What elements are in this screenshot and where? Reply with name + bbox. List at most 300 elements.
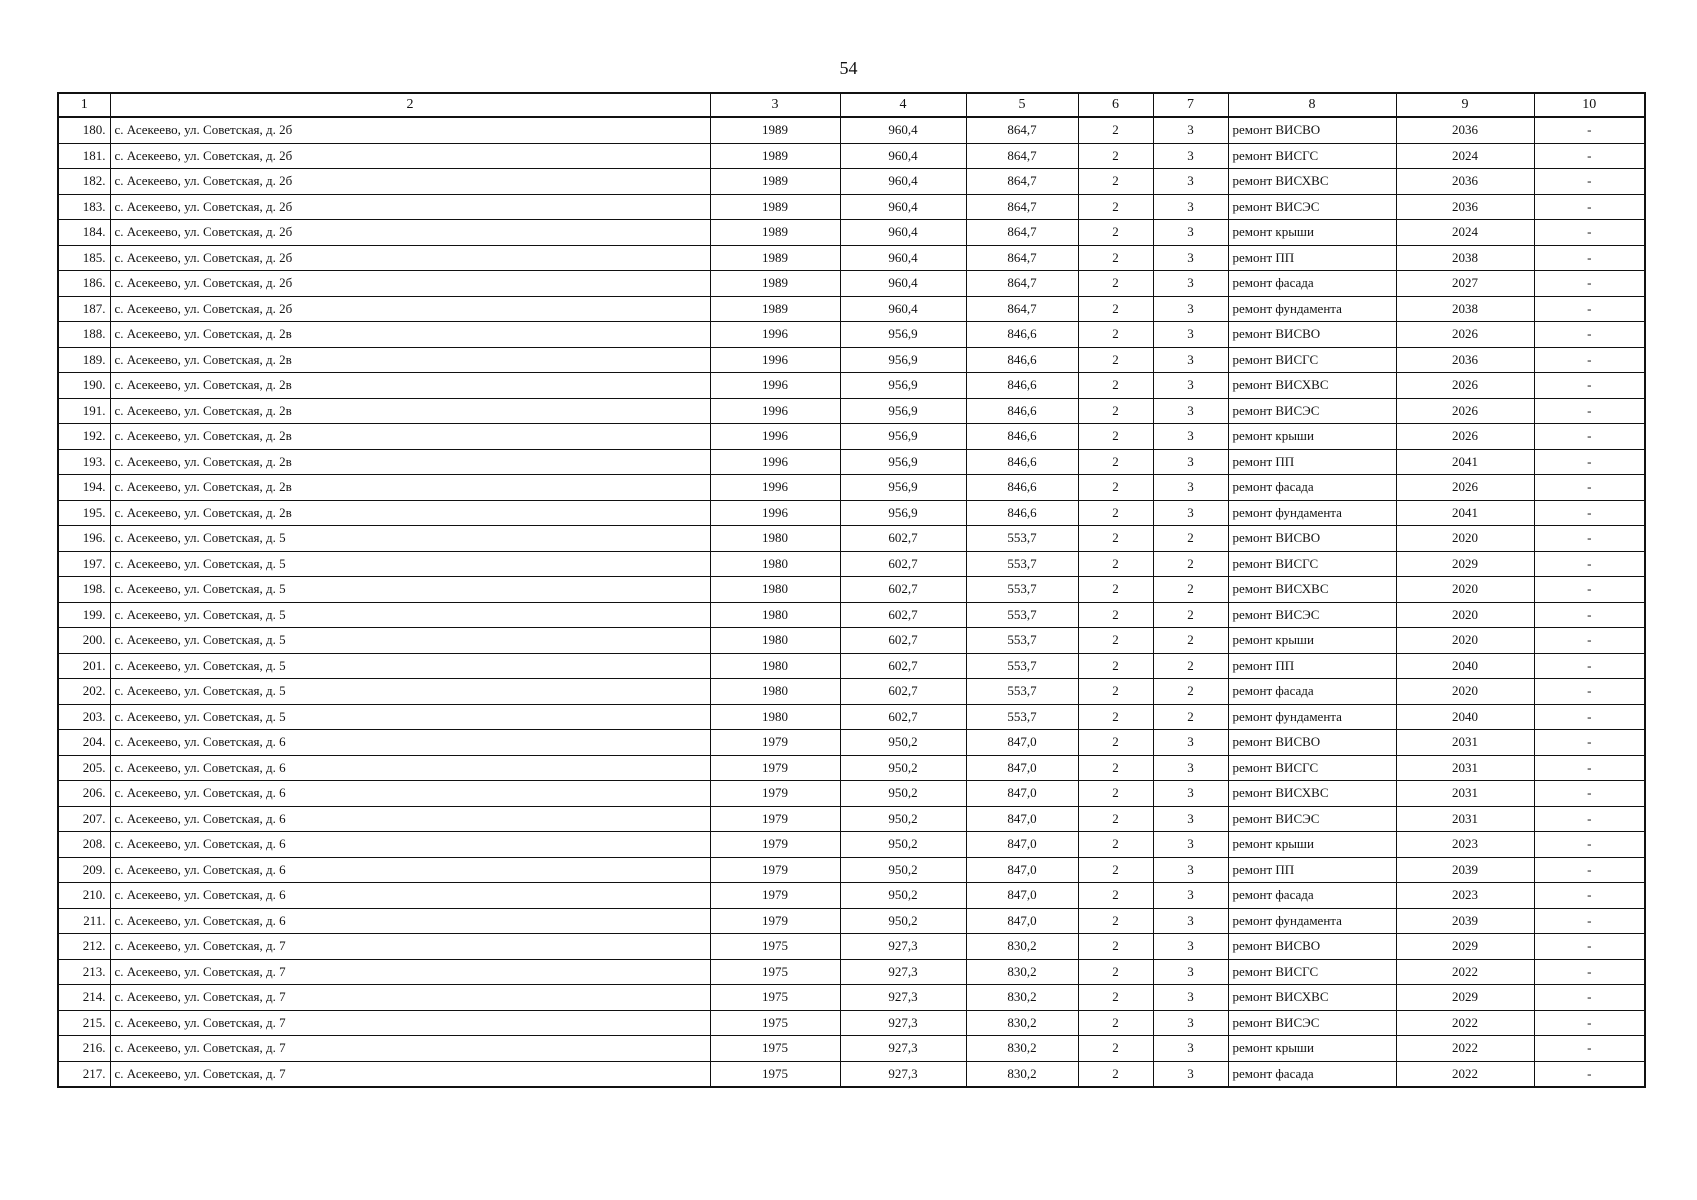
cell-build-year: 1996 bbox=[710, 398, 840, 424]
cell-total-area: 602,7 bbox=[840, 526, 966, 552]
cell-cost: - bbox=[1534, 117, 1645, 143]
cell-address: с. Асекеево, ул. Советская, д. 2б bbox=[110, 117, 710, 143]
cell-work-type: ремонт фасада bbox=[1228, 475, 1396, 501]
cell-row-number: 192. bbox=[58, 424, 110, 450]
cell-work-type: ремонт фасада bbox=[1228, 883, 1396, 909]
cell-cost: - bbox=[1534, 934, 1645, 960]
cell-planned-year: 2029 bbox=[1396, 551, 1534, 577]
cell-planned-year: 2038 bbox=[1396, 245, 1534, 271]
cell-planned-year: 2020 bbox=[1396, 602, 1534, 628]
cell-floors: 3 bbox=[1153, 959, 1228, 985]
cell-living-area: 846,6 bbox=[966, 322, 1078, 348]
cell-build-year: 1975 bbox=[710, 985, 840, 1011]
cell-floors: 3 bbox=[1153, 449, 1228, 475]
column-header: 1 bbox=[58, 93, 110, 117]
cell-floors: 2 bbox=[1153, 679, 1228, 705]
cell-floors: 3 bbox=[1153, 373, 1228, 399]
cell-floors: 3 bbox=[1153, 730, 1228, 756]
table-row bbox=[58, 1061, 1645, 1087]
cell-row-number: 210. bbox=[58, 883, 110, 909]
cell-address: с. Асекеево, ул. Советская, д. 7 bbox=[110, 1036, 710, 1062]
cell-entrances: 2 bbox=[1078, 883, 1153, 909]
cell-entrances: 2 bbox=[1078, 398, 1153, 424]
cell-total-area: 950,2 bbox=[840, 857, 966, 883]
cell-cost: - bbox=[1534, 883, 1645, 909]
cell-planned-year: 2041 bbox=[1396, 500, 1534, 526]
cell-floors: 2 bbox=[1153, 577, 1228, 603]
cell-planned-year: 2039 bbox=[1396, 908, 1534, 934]
table-row bbox=[58, 194, 1645, 220]
cell-address: с. Асекеево, ул. Советская, д. 6 bbox=[110, 730, 710, 756]
cell-cost: - bbox=[1534, 679, 1645, 705]
cell-floors: 2 bbox=[1153, 653, 1228, 679]
cell-cost: - bbox=[1534, 526, 1645, 552]
cell-cost: - bbox=[1534, 398, 1645, 424]
cell-work-type: ремонт ВИСГС bbox=[1228, 347, 1396, 373]
cell-build-year: 1980 bbox=[710, 526, 840, 552]
cell-floors: 3 bbox=[1153, 194, 1228, 220]
cell-row-number: 189. bbox=[58, 347, 110, 373]
cell-cost: - bbox=[1534, 628, 1645, 654]
cell-address: с. Асекеево, ул. Советская, д. 2в bbox=[110, 500, 710, 526]
cell-work-type: ремонт фундамента bbox=[1228, 296, 1396, 322]
cell-floors: 3 bbox=[1153, 169, 1228, 195]
cell-planned-year: 2027 bbox=[1396, 271, 1534, 297]
cell-entrances: 2 bbox=[1078, 755, 1153, 781]
cell-build-year: 1980 bbox=[710, 628, 840, 654]
cell-floors: 3 bbox=[1153, 883, 1228, 909]
cell-build-year: 1975 bbox=[710, 959, 840, 985]
cell-build-year: 1989 bbox=[710, 194, 840, 220]
cell-entrances: 2 bbox=[1078, 781, 1153, 807]
cell-work-type: ремонт ВИСВО bbox=[1228, 117, 1396, 143]
cell-address: с. Асекеево, ул. Советская, д. 7 bbox=[110, 985, 710, 1011]
cell-row-number: 204. bbox=[58, 730, 110, 756]
cell-cost: - bbox=[1534, 832, 1645, 858]
cell-row-number: 208. bbox=[58, 832, 110, 858]
cell-planned-year: 2023 bbox=[1396, 832, 1534, 858]
cell-build-year: 1996 bbox=[710, 347, 840, 373]
cell-build-year: 1980 bbox=[710, 602, 840, 628]
cell-total-area: 927,3 bbox=[840, 934, 966, 960]
cell-row-number: 194. bbox=[58, 475, 110, 501]
cell-build-year: 1989 bbox=[710, 271, 840, 297]
table-row bbox=[58, 296, 1645, 322]
cell-total-area: 950,2 bbox=[840, 806, 966, 832]
cell-address: с. Асекеево, ул. Советская, д. 2б bbox=[110, 220, 710, 246]
cell-work-type: ремонт ПП bbox=[1228, 653, 1396, 679]
cell-floors: 3 bbox=[1153, 1061, 1228, 1087]
table-row bbox=[58, 781, 1645, 807]
cell-cost: - bbox=[1534, 857, 1645, 883]
cell-planned-year: 2041 bbox=[1396, 449, 1534, 475]
table-row bbox=[58, 806, 1645, 832]
cell-planned-year: 2039 bbox=[1396, 857, 1534, 883]
cell-total-area: 950,2 bbox=[840, 883, 966, 909]
cell-cost: - bbox=[1534, 220, 1645, 246]
cell-living-area: 553,7 bbox=[966, 653, 1078, 679]
cell-living-area: 864,7 bbox=[966, 296, 1078, 322]
table-header-row bbox=[58, 93, 1645, 117]
table-row bbox=[58, 730, 1645, 756]
cell-total-area: 927,3 bbox=[840, 1061, 966, 1087]
cell-work-type: ремонт ВИСВО bbox=[1228, 934, 1396, 960]
table-row bbox=[58, 449, 1645, 475]
cell-row-number: 182. bbox=[58, 169, 110, 195]
cell-living-area: 846,6 bbox=[966, 373, 1078, 399]
cell-address: с. Асекеево, ул. Советская, д. 6 bbox=[110, 781, 710, 807]
cell-row-number: 206. bbox=[58, 781, 110, 807]
cell-row-number: 188. bbox=[58, 322, 110, 348]
cell-total-area: 602,7 bbox=[840, 577, 966, 603]
cell-planned-year: 2036 bbox=[1396, 347, 1534, 373]
cell-entrances: 2 bbox=[1078, 653, 1153, 679]
cell-entrances: 2 bbox=[1078, 959, 1153, 985]
cell-build-year: 1979 bbox=[710, 781, 840, 807]
cell-living-area: 847,0 bbox=[966, 755, 1078, 781]
table-row bbox=[58, 857, 1645, 883]
cell-row-number: 185. bbox=[58, 245, 110, 271]
cell-living-area: 553,7 bbox=[966, 628, 1078, 654]
cell-row-number: 190. bbox=[58, 373, 110, 399]
cell-planned-year: 2036 bbox=[1396, 169, 1534, 195]
cell-row-number: 215. bbox=[58, 1010, 110, 1036]
cell-cost: - bbox=[1534, 781, 1645, 807]
column-header: 9 bbox=[1396, 93, 1534, 117]
cell-total-area: 950,2 bbox=[840, 755, 966, 781]
column-header: 7 bbox=[1153, 93, 1228, 117]
cell-planned-year: 2026 bbox=[1396, 373, 1534, 399]
cell-build-year: 1980 bbox=[710, 577, 840, 603]
cell-entrances: 2 bbox=[1078, 245, 1153, 271]
cell-address: с. Асекеево, ул. Советская, д. 7 bbox=[110, 959, 710, 985]
cell-total-area: 602,7 bbox=[840, 704, 966, 730]
cell-planned-year: 2031 bbox=[1396, 730, 1534, 756]
cell-entrances: 2 bbox=[1078, 857, 1153, 883]
table-row bbox=[58, 1036, 1645, 1062]
table-row bbox=[58, 959, 1645, 985]
cell-build-year: 1979 bbox=[710, 730, 840, 756]
cell-total-area: 927,3 bbox=[840, 959, 966, 985]
cell-cost: - bbox=[1534, 704, 1645, 730]
cell-build-year: 1980 bbox=[710, 551, 840, 577]
cell-floors: 3 bbox=[1153, 117, 1228, 143]
cell-living-area: 847,0 bbox=[966, 857, 1078, 883]
cell-floors: 3 bbox=[1153, 296, 1228, 322]
cell-row-number: 184. bbox=[58, 220, 110, 246]
cell-floors: 3 bbox=[1153, 832, 1228, 858]
table-row bbox=[58, 628, 1645, 654]
cell-total-area: 960,4 bbox=[840, 220, 966, 246]
cell-planned-year: 2020 bbox=[1396, 577, 1534, 603]
table-row bbox=[58, 934, 1645, 960]
cell-work-type: ремонт ВИСГС bbox=[1228, 551, 1396, 577]
cell-build-year: 1996 bbox=[710, 449, 840, 475]
cell-work-type: ремонт ПП bbox=[1228, 857, 1396, 883]
column-header: 10 bbox=[1534, 93, 1645, 117]
cell-build-year: 1979 bbox=[710, 755, 840, 781]
cell-entrances: 2 bbox=[1078, 220, 1153, 246]
cell-planned-year: 2031 bbox=[1396, 806, 1534, 832]
cell-work-type: ремонт ПП bbox=[1228, 245, 1396, 271]
cell-living-area: 864,7 bbox=[966, 245, 1078, 271]
cell-cost: - bbox=[1534, 1010, 1645, 1036]
cell-planned-year: 2040 bbox=[1396, 704, 1534, 730]
cell-work-type: ремонт крыши bbox=[1228, 832, 1396, 858]
cell-total-area: 956,9 bbox=[840, 398, 966, 424]
cell-row-number: 200. bbox=[58, 628, 110, 654]
cell-row-number: 211. bbox=[58, 908, 110, 934]
table-row bbox=[58, 169, 1645, 195]
cell-address: с. Асекеево, ул. Советская, д. 7 bbox=[110, 1010, 710, 1036]
cell-total-area: 960,4 bbox=[840, 117, 966, 143]
cell-address: с. Асекеево, ул. Советская, д. 6 bbox=[110, 857, 710, 883]
cell-floors: 2 bbox=[1153, 602, 1228, 628]
cell-work-type: ремонт ВИСВО bbox=[1228, 526, 1396, 552]
cell-build-year: 1980 bbox=[710, 704, 840, 730]
cell-build-year: 1979 bbox=[710, 857, 840, 883]
cell-address: с. Асекеево, ул. Советская, д. 6 bbox=[110, 908, 710, 934]
table-row bbox=[58, 117, 1645, 143]
cell-cost: - bbox=[1534, 577, 1645, 603]
table-row bbox=[58, 755, 1645, 781]
cell-planned-year: 2026 bbox=[1396, 475, 1534, 501]
cell-floors: 3 bbox=[1153, 1010, 1228, 1036]
cell-address: с. Асекеево, ул. Советская, д. 2в bbox=[110, 398, 710, 424]
cell-entrances: 2 bbox=[1078, 832, 1153, 858]
cell-cost: - bbox=[1534, 959, 1645, 985]
cell-entrances: 2 bbox=[1078, 526, 1153, 552]
cell-row-number: 180. bbox=[58, 117, 110, 143]
cell-floors: 3 bbox=[1153, 475, 1228, 501]
cell-total-area: 602,7 bbox=[840, 679, 966, 705]
cell-entrances: 2 bbox=[1078, 169, 1153, 195]
table-row bbox=[58, 908, 1645, 934]
cell-living-area: 830,2 bbox=[966, 1061, 1078, 1087]
cell-build-year: 1979 bbox=[710, 832, 840, 858]
table-row bbox=[58, 985, 1645, 1011]
cell-address: с. Асекеево, ул. Советская, д. 5 bbox=[110, 602, 710, 628]
cell-total-area: 956,9 bbox=[840, 449, 966, 475]
cell-address: с. Асекеево, ул. Советская, д. 5 bbox=[110, 526, 710, 552]
cell-build-year: 1989 bbox=[710, 296, 840, 322]
cell-floors: 3 bbox=[1153, 322, 1228, 348]
cell-floors: 2 bbox=[1153, 526, 1228, 552]
cell-entrances: 2 bbox=[1078, 1010, 1153, 1036]
cell-planned-year: 2020 bbox=[1396, 628, 1534, 654]
cell-build-year: 1996 bbox=[710, 373, 840, 399]
cell-row-number: 196. bbox=[58, 526, 110, 552]
cell-row-number: 197. bbox=[58, 551, 110, 577]
cell-row-number: 199. bbox=[58, 602, 110, 628]
table-row bbox=[58, 373, 1645, 399]
cell-floors: 2 bbox=[1153, 704, 1228, 730]
cell-cost: - bbox=[1534, 985, 1645, 1011]
cell-total-area: 956,9 bbox=[840, 347, 966, 373]
cell-floors: 3 bbox=[1153, 806, 1228, 832]
cell-row-number: 203. bbox=[58, 704, 110, 730]
cell-living-area: 830,2 bbox=[966, 985, 1078, 1011]
cell-planned-year: 2029 bbox=[1396, 934, 1534, 960]
cell-planned-year: 2020 bbox=[1396, 679, 1534, 705]
column-header: 6 bbox=[1078, 93, 1153, 117]
cell-total-area: 956,9 bbox=[840, 500, 966, 526]
cell-entrances: 2 bbox=[1078, 117, 1153, 143]
cell-total-area: 956,9 bbox=[840, 373, 966, 399]
cell-row-number: 201. bbox=[58, 653, 110, 679]
cell-row-number: 214. bbox=[58, 985, 110, 1011]
cell-address: с. Асекеево, ул. Советская, д. 2в bbox=[110, 373, 710, 399]
cell-planned-year: 2038 bbox=[1396, 296, 1534, 322]
cell-work-type: ремонт ВИСЭС bbox=[1228, 1010, 1396, 1036]
cell-work-type: ремонт крыши bbox=[1228, 220, 1396, 246]
cell-cost: - bbox=[1534, 551, 1645, 577]
table-row bbox=[58, 424, 1645, 450]
cell-living-area: 864,7 bbox=[966, 117, 1078, 143]
cell-work-type: ремонт ВИСЭС bbox=[1228, 602, 1396, 628]
table-row bbox=[58, 832, 1645, 858]
cell-entrances: 2 bbox=[1078, 551, 1153, 577]
cell-living-area: 847,0 bbox=[966, 806, 1078, 832]
cell-floors: 3 bbox=[1153, 245, 1228, 271]
cell-cost: - bbox=[1534, 245, 1645, 271]
repair-schedule-table bbox=[57, 92, 1646, 1088]
cell-total-area: 960,4 bbox=[840, 143, 966, 169]
cell-floors: 3 bbox=[1153, 347, 1228, 373]
cell-row-number: 209. bbox=[58, 857, 110, 883]
cell-planned-year: 2026 bbox=[1396, 398, 1534, 424]
cell-living-area: 553,7 bbox=[966, 526, 1078, 552]
cell-address: с. Асекеево, ул. Советская, д. 2в bbox=[110, 347, 710, 373]
table-row bbox=[58, 500, 1645, 526]
cell-total-area: 960,4 bbox=[840, 296, 966, 322]
cell-work-type: ремонт ВИСХВС bbox=[1228, 373, 1396, 399]
cell-cost: - bbox=[1534, 653, 1645, 679]
cell-address: с. Асекеево, ул. Советская, д. 2б bbox=[110, 194, 710, 220]
cell-row-number: 205. bbox=[58, 755, 110, 781]
cell-living-area: 830,2 bbox=[966, 1036, 1078, 1062]
cell-build-year: 1979 bbox=[710, 806, 840, 832]
cell-entrances: 2 bbox=[1078, 347, 1153, 373]
cell-work-type: ремонт фасада bbox=[1228, 1061, 1396, 1087]
cell-build-year: 1989 bbox=[710, 143, 840, 169]
cell-planned-year: 2024 bbox=[1396, 143, 1534, 169]
cell-build-year: 1989 bbox=[710, 169, 840, 195]
cell-entrances: 2 bbox=[1078, 271, 1153, 297]
cell-address: с. Асекеево, ул. Советская, д. 5 bbox=[110, 679, 710, 705]
cell-floors: 3 bbox=[1153, 424, 1228, 450]
cell-cost: - bbox=[1534, 271, 1645, 297]
cell-total-area: 960,4 bbox=[840, 194, 966, 220]
cell-work-type: ремонт фундамента bbox=[1228, 500, 1396, 526]
cell-floors: 3 bbox=[1153, 1036, 1228, 1062]
cell-total-area: 602,7 bbox=[840, 628, 966, 654]
cell-build-year: 1989 bbox=[710, 117, 840, 143]
cell-total-area: 602,7 bbox=[840, 653, 966, 679]
cell-cost: - bbox=[1534, 602, 1645, 628]
cell-entrances: 2 bbox=[1078, 806, 1153, 832]
cell-floors: 3 bbox=[1153, 398, 1228, 424]
cell-cost: - bbox=[1534, 296, 1645, 322]
cell-row-number: 198. bbox=[58, 577, 110, 603]
table-row bbox=[58, 602, 1645, 628]
cell-row-number: 195. bbox=[58, 500, 110, 526]
cell-floors: 3 bbox=[1153, 857, 1228, 883]
cell-planned-year: 2022 bbox=[1396, 1010, 1534, 1036]
cell-cost: - bbox=[1534, 449, 1645, 475]
table-row bbox=[58, 245, 1645, 271]
cell-address: с. Асекеево, ул. Советская, д. 5 bbox=[110, 704, 710, 730]
cell-total-area: 950,2 bbox=[840, 832, 966, 858]
cell-living-area: 864,7 bbox=[966, 194, 1078, 220]
column-header: 5 bbox=[966, 93, 1078, 117]
cell-address: с. Асекеево, ул. Советская, д. 6 bbox=[110, 755, 710, 781]
cell-total-area: 960,4 bbox=[840, 169, 966, 195]
cell-entrances: 2 bbox=[1078, 628, 1153, 654]
cell-row-number: 207. bbox=[58, 806, 110, 832]
cell-living-area: 864,7 bbox=[966, 271, 1078, 297]
cell-address: с. Асекеево, ул. Советская, д. 2б bbox=[110, 143, 710, 169]
cell-planned-year: 2036 bbox=[1396, 117, 1534, 143]
cell-total-area: 927,3 bbox=[840, 985, 966, 1011]
cell-build-year: 1979 bbox=[710, 908, 840, 934]
cell-address: с. Асекеево, ул. Советская, д. 2в bbox=[110, 475, 710, 501]
cell-row-number: 183. bbox=[58, 194, 110, 220]
table-row bbox=[58, 883, 1645, 909]
cell-total-area: 927,3 bbox=[840, 1010, 966, 1036]
cell-floors: 3 bbox=[1153, 143, 1228, 169]
cell-entrances: 2 bbox=[1078, 602, 1153, 628]
cell-address: с. Асекеево, ул. Советская, д. 2в bbox=[110, 322, 710, 348]
column-header: 4 bbox=[840, 93, 966, 117]
cell-build-year: 1996 bbox=[710, 500, 840, 526]
cell-build-year: 1996 bbox=[710, 322, 840, 348]
cell-row-number: 217. bbox=[58, 1061, 110, 1087]
cell-living-area: 864,7 bbox=[966, 220, 1078, 246]
cell-floors: 2 bbox=[1153, 551, 1228, 577]
cell-cost: - bbox=[1534, 322, 1645, 348]
cell-work-type: ремонт фасада bbox=[1228, 271, 1396, 297]
cell-living-area: 846,6 bbox=[966, 424, 1078, 450]
cell-work-type: ремонт ВИСГС bbox=[1228, 755, 1396, 781]
cell-cost: - bbox=[1534, 1061, 1645, 1087]
cell-cost: - bbox=[1534, 143, 1645, 169]
cell-living-area: 864,7 bbox=[966, 143, 1078, 169]
cell-total-area: 956,9 bbox=[840, 322, 966, 348]
cell-row-number: 213. bbox=[58, 959, 110, 985]
cell-cost: - bbox=[1534, 347, 1645, 373]
cell-entrances: 2 bbox=[1078, 373, 1153, 399]
cell-entrances: 2 bbox=[1078, 449, 1153, 475]
cell-work-type: ремонт ВИСХВС bbox=[1228, 169, 1396, 195]
table-row bbox=[58, 220, 1645, 246]
cell-row-number: 193. bbox=[58, 449, 110, 475]
cell-work-type: ремонт ВИСГС bbox=[1228, 143, 1396, 169]
cell-planned-year: 2026 bbox=[1396, 322, 1534, 348]
cell-address: с. Асекеево, ул. Советская, д. 5 bbox=[110, 577, 710, 603]
cell-address: с. Асекеево, ул. Советская, д. 5 bbox=[110, 551, 710, 577]
cell-address: с. Асекеево, ул. Советская, д. 5 bbox=[110, 653, 710, 679]
cell-address: с. Асекеево, ул. Советская, д. 6 bbox=[110, 806, 710, 832]
cell-cost: - bbox=[1534, 475, 1645, 501]
table-row bbox=[58, 322, 1645, 348]
cell-living-area: 846,6 bbox=[966, 398, 1078, 424]
cell-address: с. Асекеево, ул. Советская, д. 2б bbox=[110, 245, 710, 271]
cell-living-area: 847,0 bbox=[966, 832, 1078, 858]
cell-work-type: ремонт ВИСЭС bbox=[1228, 398, 1396, 424]
cell-total-area: 950,2 bbox=[840, 781, 966, 807]
cell-living-area: 830,2 bbox=[966, 1010, 1078, 1036]
